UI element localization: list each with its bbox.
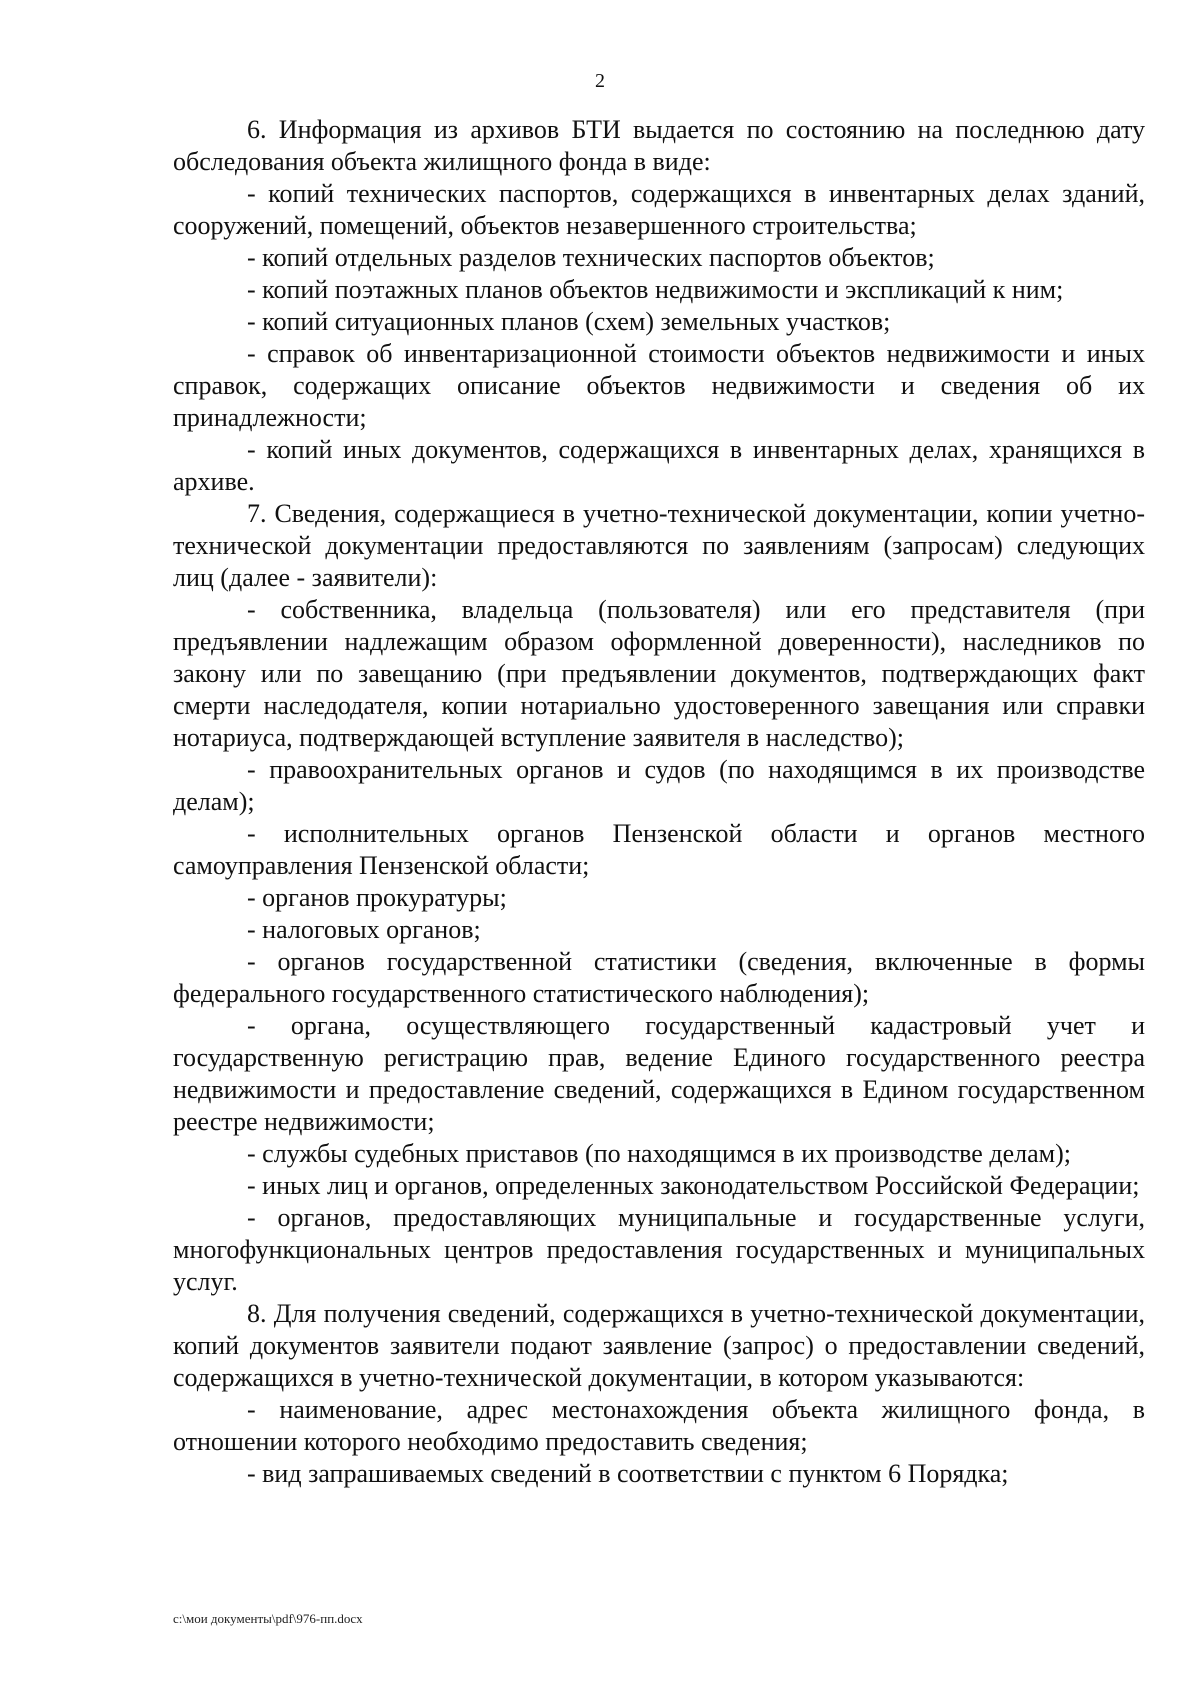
list-item: - справок об инвентаризационной стоимости объектов недвижимости и иных справок, содержащих описание объектов недвижимости и сведения об их принадлежности; xyxy=(173,339,1145,432)
page-number: 2 xyxy=(595,70,605,92)
list-item: - наименование, адрес местонахождения объекта жилищного фонда, в отношении которого необходимо предоставить сведения; xyxy=(173,1395,1145,1456)
list-item: - вид запрашиваемых сведений в соответствии с пунктом 6 Порядка; xyxy=(247,1459,1009,1488)
list-item: - органов прокуратуры; xyxy=(247,883,507,912)
list-item: - органов, предоставляющих муниципальные и государственные услуги, многофункциональных центров предоставления государственных и муниципальных услуг. xyxy=(173,1203,1145,1296)
list-item: - копий ситуационных планов (схем) земельных участков; xyxy=(247,307,891,336)
list-item: - копий технических паспортов, содержащихся в инвентарных делах зданий, сооружений, помещений, объектов незавершенного строительства; xyxy=(173,179,1145,240)
list-item: - исполнительных органов Пензенской области и органов местного самоуправления Пензенской области; xyxy=(173,819,1145,880)
document-body xyxy=(173,114,1145,1490)
paragraph-item-8: 8. Для получения сведений, содержащихся в учетно-технической документации, копий документов заявители подают заявление (запрос) о предоставлении сведений, содержащихся в учетно-технической документации, в котором указываются: xyxy=(173,1299,1145,1392)
list-item: - копий отдельных разделов технических паспортов объектов; xyxy=(247,243,935,272)
paragraph-item-6: 6. Информация из архивов БТИ выдается по состоянию на последнюю дату обследования объекта жилищного фонда в виде: xyxy=(173,115,1145,176)
list-item: - правоохранительных органов и судов (по находящимся в их производстве делам); xyxy=(173,755,1145,816)
list-item: - органов государственной статистики (сведения, включенные в формы федерального государственного статистического наблюдения); xyxy=(173,947,1145,1008)
list-item: - органа, осуществляющего государственный кадастровый учет и государственную регистрацию прав, ведение Единого государственного реестра недвижимости и предоставление сведений, содержащихся в Едином государственном реестре недвижимости; xyxy=(173,1011,1145,1136)
list-item: - собственника, владельца (пользователя) или его представителя (при предъявлении надлежащим образом оформленной доверенности), наследников по закону или по завещанию (при предъявлении документов, подтверждающих факт смерти наследодателя, копии нотариально удостоверенного завещания или справки нотариуса, подтверждающей вступление заявителя в наследство); xyxy=(173,595,1145,752)
list-item: - налоговых органов; xyxy=(247,915,481,944)
paragraph-item-7: 7. Сведения, содержащиеся в учетно-технической документации, копии учетно-технической документации предоставляются по заявлениям (запросам) следующих лиц (далее - заявители): xyxy=(173,499,1145,592)
list-item: - копий иных документов, содержащихся в инвентарных делах, хранящихся в архиве. xyxy=(173,435,1145,496)
list-item: - иных лиц и органов, определенных законодательством Российской Федерации; xyxy=(247,1171,1140,1200)
list-item: - службы судебных приставов (по находящимся в их производстве делам); xyxy=(247,1139,1071,1168)
list-item: - копий поэтажных планов объектов недвижимости и экспликаций к ним; xyxy=(247,275,1064,304)
footer-file-path: c:\мои документы\pdf\976-пп.docx xyxy=(173,1611,363,1626)
